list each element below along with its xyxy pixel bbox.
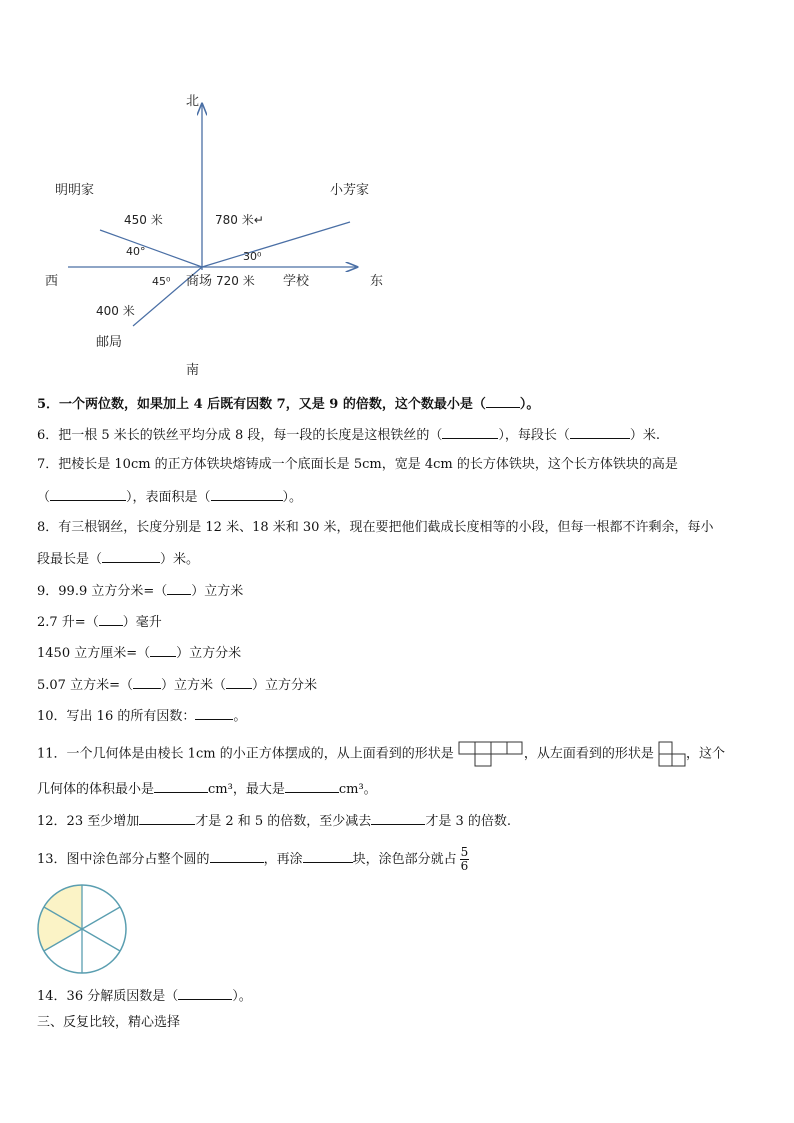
- question-8-line-2: [37, 549, 199, 569]
- q7-end: ）。: [282, 490, 303, 505]
- q10-blank[interactable]: [195, 706, 233, 720]
- label-mall: 商场: [186, 274, 213, 289]
- q11-text-a: 一个几何体是由棱长 1cm 的小正方体摆成的，从上面看到的形状是: [66, 746, 454, 762]
- distance-xiaofang: 780 米↵: [215, 213, 264, 227]
- q14-blank[interactable]: [178, 986, 232, 1000]
- question-8-line-1: [37, 519, 714, 537]
- fraction-denominator: 6: [460, 859, 469, 873]
- q14-number: 14．: [37, 989, 67, 1004]
- q9-blank-3[interactable]: [150, 643, 176, 657]
- label-north: 北: [186, 94, 200, 109]
- q12-number: 12．: [37, 814, 67, 829]
- label-post-office: 邮局: [96, 335, 123, 350]
- distance-post: 400 米: [96, 304, 135, 318]
- left-view-shape: [658, 741, 686, 767]
- q13-blank-1[interactable]: [210, 849, 264, 863]
- q9-blank-1[interactable]: [167, 581, 191, 595]
- q8-text-a: 段最长是（: [37, 552, 103, 567]
- angle-post: 45⁰: [152, 275, 171, 288]
- q11-text-c: ，这个: [686, 746, 726, 762]
- distance-school: 720 米: [216, 274, 255, 288]
- q9-l3a: 1450 立方厘米=（: [37, 646, 151, 661]
- label-xiaofang: 小芳家: [330, 183, 370, 198]
- q7-blank-height[interactable]: [50, 487, 126, 501]
- q9-l3b: ）立方分米: [176, 646, 242, 661]
- q9-blank-5[interactable]: [226, 675, 252, 689]
- question-6: [37, 425, 660, 445]
- question-7-line-1: [37, 456, 678, 474]
- q10-text: 写出 16 的所有因数：: [66, 709, 196, 724]
- q5-blank[interactable]: [486, 394, 520, 408]
- question-7-line-2: [37, 487, 302, 507]
- section-3-heading: [37, 1014, 180, 1032]
- q13-text-b: ，再涂: [263, 852, 303, 867]
- q12-blank-2[interactable]: [371, 811, 425, 825]
- q7-mid: ），表面积是（: [126, 490, 211, 505]
- q9-l2a: 2.7 升=（: [37, 615, 99, 630]
- fraction-numerator: 5: [460, 845, 469, 859]
- q12-text-a: 23 至少增加: [66, 814, 140, 829]
- distance-mingming: 450 米: [124, 213, 163, 227]
- q6-text-b: ），每段长（: [498, 428, 570, 443]
- q5-number: 5．: [37, 397, 60, 412]
- direction-diagram: [0, 80, 420, 390]
- q11-number: 11．: [37, 746, 67, 762]
- q7-open: （: [37, 490, 51, 505]
- q12-blank-1[interactable]: [139, 811, 195, 825]
- q7-text: 7．把棱长是 10cm 的正方体铁块熔铸成一个底面长是 5cm，宽是 4cm 的长方体铁块，这个长方体铁块的高是: [37, 457, 678, 472]
- q11-line2b: cm³，最大是: [208, 782, 285, 797]
- label-south: 南: [186, 363, 200, 378]
- q9-l4c: ）立方分米: [252, 678, 318, 693]
- q13-text-c: 块，涂色部分就占: [352, 852, 457, 867]
- q8-blank[interactable]: [102, 549, 160, 563]
- section-3-title: 三、反复比较，精心选择: [37, 1015, 181, 1030]
- question-13: [37, 846, 469, 873]
- top-view-shape: [458, 741, 524, 767]
- q8-text-b: ）米。: [160, 552, 200, 567]
- label-west: 西: [45, 274, 59, 289]
- question-11-line-1: [37, 741, 725, 767]
- fraction-five-sixths: [460, 846, 470, 873]
- q9-l4b: ）立方米（: [160, 678, 226, 693]
- q9-l1a: 9．99.9 立方分米=（: [37, 584, 168, 599]
- q11-blank-min[interactable]: [154, 779, 208, 793]
- q13-number: 13．: [37, 852, 67, 867]
- divided-circle-figure: [36, 883, 128, 975]
- q9-blank-4[interactable]: [133, 675, 161, 689]
- q11-line2a: 几何体的体积最小是: [37, 782, 155, 797]
- question-9-line-1: [37, 581, 243, 601]
- q9-l2b: ）毫升: [122, 615, 162, 630]
- question-9-line-3: [37, 643, 241, 663]
- question-11-line-2: [37, 779, 377, 799]
- label-east: 东: [370, 274, 384, 289]
- q8-text: 8．有三根钢丝，长度分别是 12 米、18 米和 30 米，现在要把他们截成长度相等的小段，但每一根都不许剩余，每小: [37, 520, 714, 535]
- q5-text: 一个两位数，如果加上 4 后既有因数 7，又是 9 的倍数，这个数最小是（: [59, 397, 486, 412]
- q10-end: 。: [233, 709, 247, 724]
- angle-xiaofang: 30⁰: [243, 250, 262, 263]
- question-14: [37, 986, 252, 1006]
- label-mingming: 明明家: [55, 183, 95, 198]
- q13-text-a: 图中涂色部分占整个圆的: [66, 852, 210, 867]
- angle-mingming: 40°: [126, 245, 146, 258]
- q9-l1b: ）立方米: [191, 584, 244, 599]
- label-school: 学校: [283, 274, 310, 289]
- q9-blank-2[interactable]: [99, 612, 123, 626]
- question-9-line-2: [37, 612, 162, 632]
- q11-blank-max[interactable]: [285, 779, 339, 793]
- q12-text-b: 才是 2 和 5 的倍数，至少减去: [195, 814, 372, 829]
- q14-text-b: ）。: [232, 989, 252, 1004]
- q10-number: 10．: [37, 709, 67, 724]
- q5-end: ）。: [519, 397, 540, 412]
- line-mingming: [100, 230, 202, 267]
- q9-l4a: 5.07 立方米=（: [37, 678, 133, 693]
- q11-line2c: cm³。: [338, 782, 377, 797]
- question-9-line-4: [37, 675, 317, 695]
- q14-text-a: 36 分解质因数是（: [66, 989, 179, 1004]
- q6-text-c: ）米.: [629, 428, 660, 443]
- q13-blank-2[interactable]: [303, 849, 353, 863]
- q6-blank-2[interactable]: [570, 425, 630, 439]
- question-5: [37, 394, 539, 414]
- q6-blank-1[interactable]: [442, 425, 498, 439]
- q6-text-a: 6．把一根 5 米长的铁丝平均分成 8 段，每一段的长度是这根铁丝的（: [37, 428, 443, 443]
- q12-text-c: 才是 3 的倍数.: [425, 814, 511, 829]
- q11-text-b: ，从左面看到的形状是: [523, 746, 654, 762]
- question-12: [37, 811, 511, 831]
- q7-blank-area[interactable]: [211, 487, 283, 501]
- question-10: [37, 706, 246, 726]
- line-xiaofang: [202, 222, 350, 267]
